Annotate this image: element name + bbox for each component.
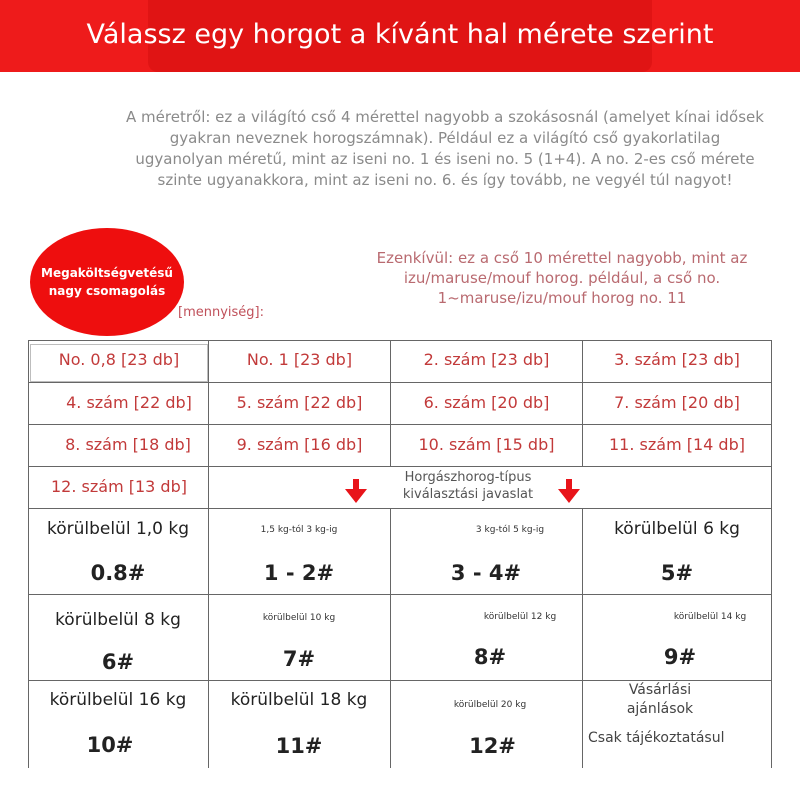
note-line: izu/maruse/mouf horog. például, a cső no.	[403, 269, 721, 287]
size-cell[interactable]: 12. szám [13 db]	[51, 476, 187, 496]
hook-size: 10#	[86, 733, 134, 757]
quantity-label: [mennyiség]:	[178, 305, 264, 320]
grid-line	[28, 508, 772, 509]
grid-line	[390, 508, 391, 768]
hint-line: kiválasztási javaslat	[402, 487, 534, 502]
weight-label: körülbelül 6 kg	[614, 519, 740, 539]
grid-line	[771, 340, 772, 508]
grid-line	[28, 508, 29, 768]
shopping-title-line: Vásárlási	[628, 682, 692, 698]
badge-line: nagy csomagolás	[48, 284, 166, 298]
size-cell[interactable]: 10. szám [15 db]	[418, 434, 555, 454]
shopping-title-line: ajánlások	[626, 701, 694, 717]
intro-line: A méretről: ez a világító cső 4 mérettel nagyobb a szokásosnál (amelyet kínai idősek	[126, 108, 764, 126]
size-cell[interactable]: 9. szám [16 db]	[236, 434, 363, 454]
intro-line: szinte ugyanakkora, mint az iseni no. 6. és így tovább, ne vegyél túl nagyot!	[157, 171, 733, 189]
hook-size: 9#	[663, 645, 697, 669]
intro-line: ugyanolyan méretű, mint az iseni no. 1 és iseni no. 5 (1+4). A no. 2-es cső mérete	[135, 150, 755, 168]
size-cell[interactable]: No. 1 [23 db]	[246, 349, 353, 369]
hook-size: 11#	[275, 734, 323, 758]
arrow-down-icon	[342, 477, 370, 505]
note-line: Ezenkívül: ez a cső 10 mérettel nagyobb, mint az	[376, 249, 748, 267]
size-cell[interactable]: 5. szám [22 db]	[236, 392, 363, 412]
arrow-down-icon	[555, 477, 583, 505]
hook-size: 7#	[282, 647, 316, 671]
note-line: 1~maruse/izu/mouf horog no. 11	[437, 289, 687, 307]
size-cell[interactable]: No. 0,8 [23 db]	[58, 349, 180, 369]
weight-label: körülbelül 14 kg	[673, 612, 747, 622]
weight-label: körülbelül 1,0 kg	[46, 519, 190, 539]
hint-line: Horgászhorog-típus	[404, 470, 532, 485]
budget-badge	[30, 228, 184, 336]
intro-text	[100, 107, 790, 191]
weight-label: körülbelül 16 kg	[49, 690, 187, 710]
weight-label: körülbelül 18 kg	[230, 690, 368, 710]
size-cell[interactable]: 11. szám [14 db]	[609, 434, 745, 454]
size-cell[interactable]: 6. szám [20 db]	[423, 392, 550, 412]
size-cell[interactable]: 4. szám [22 db]	[66, 392, 192, 412]
hook-size: 8#	[473, 645, 507, 669]
grid-line	[28, 594, 772, 595]
grid-line	[582, 508, 583, 768]
hook-size: 0.8#	[90, 561, 146, 585]
grid-line	[208, 508, 209, 768]
intro-line: gyakran neveznek horogszámnak). Például ez a világító cső gyakorlatilag	[169, 129, 721, 147]
size-cell[interactable]: 2. szám [23 db]	[423, 349, 550, 369]
size-note	[362, 248, 762, 308]
weight-label: körülbelül 8 kg	[55, 610, 181, 630]
weight-label: körülbelül 12 kg	[483, 612, 557, 622]
hook-size: 5#	[660, 561, 694, 585]
weight-label: körülbelül 20 kg	[453, 700, 527, 710]
size-cell[interactable]: 7. szám [20 db]	[614, 392, 740, 412]
hook-size: 3 - 4#	[450, 561, 522, 585]
grid-line	[771, 508, 772, 768]
hook-hint	[388, 469, 548, 503]
hook-size: 1 - 2#	[263, 561, 335, 585]
weight-label: körülbelül 10 kg	[262, 613, 336, 623]
reference-note: Csak tájékoztatásul	[588, 730, 725, 746]
badge-line: Megaköltségvetésű	[41, 266, 173, 280]
shopping-recommendation	[600, 681, 720, 719]
page-title: Válassz egy horgot a kívánt hal mérete szerint	[86, 19, 714, 50]
size-cell[interactable]: 3. szám [23 db]	[614, 349, 740, 369]
weight-label: 1,5 kg-tól 3 kg-ig	[260, 525, 338, 535]
weight-label: 3 kg-tól 5 kg-ig	[475, 525, 545, 535]
hook-size: 6#	[101, 650, 135, 674]
size-cell[interactable]: 8. szám [18 db]	[65, 434, 191, 454]
hook-size: 12#	[469, 734, 516, 758]
